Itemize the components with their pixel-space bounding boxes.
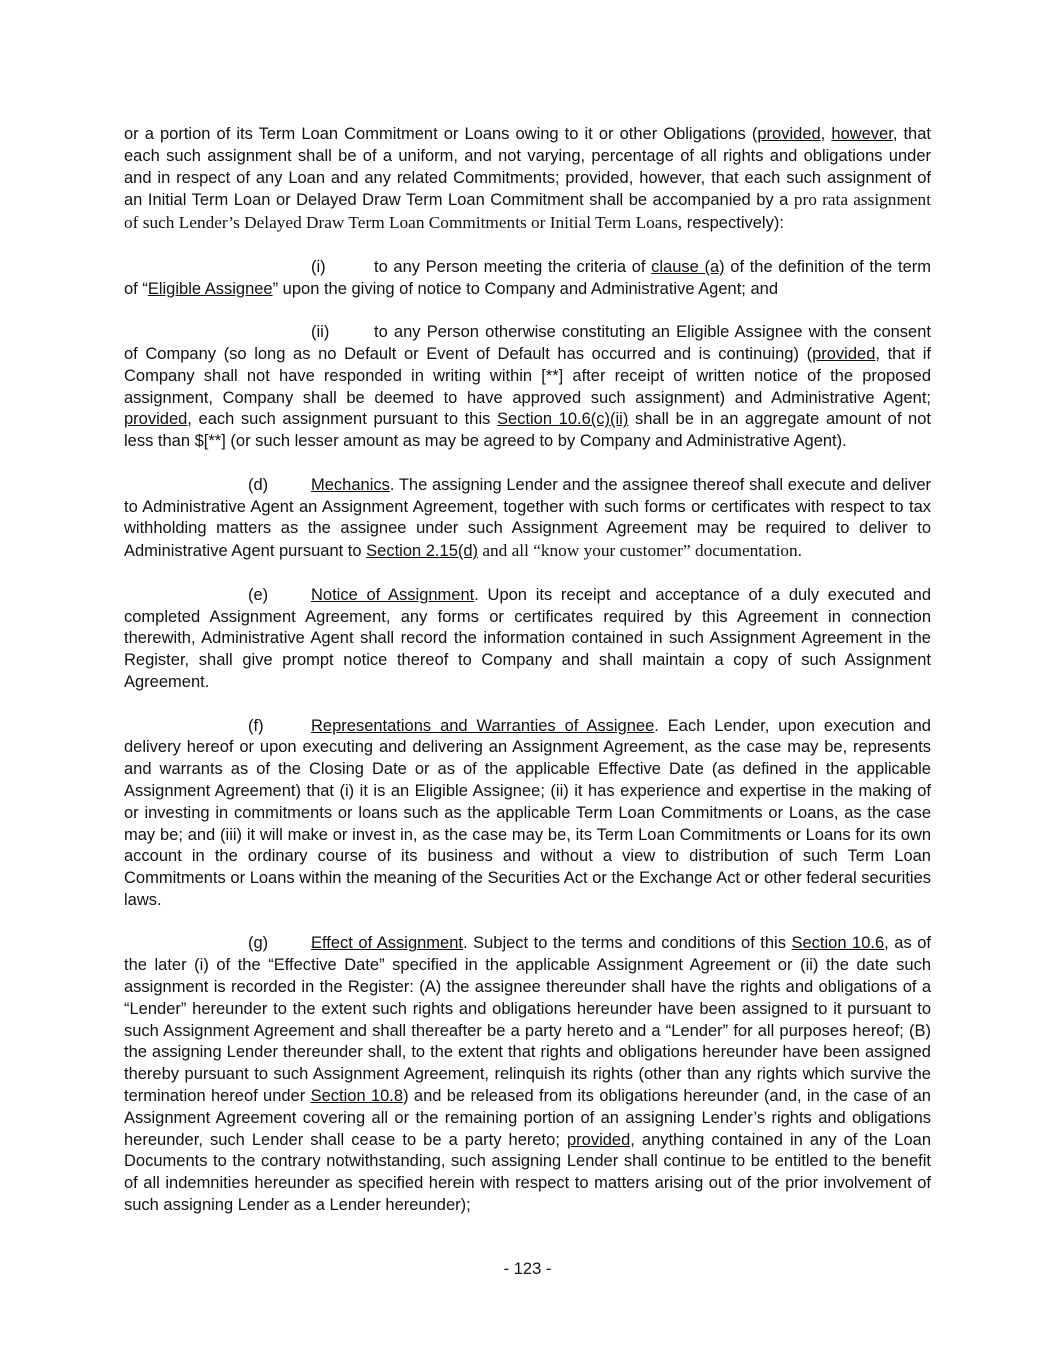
text: to any Person meeting the criteria of xyxy=(374,257,652,276)
text: shall be in an aggregate amount of not less than $[**] (or such lesser amount as may be agreed to by Company and Administrative Agent). xyxy=(124,410,931,451)
clause-label: (e) xyxy=(248,585,269,604)
defined-term: provided xyxy=(566,1130,631,1149)
text: , each such assignment pursuant to this xyxy=(187,410,497,429)
clause-label: (i) xyxy=(311,257,326,276)
text: respectively): xyxy=(682,214,784,233)
text: , as of the later (i) of the “Effective Date” specified in the applicable Assignment Agreement or (ii) the date such assignment is recorded in the Register: (A) the assignee thereunder shall have the rights and obligations of a “Lender” hereunder to the extent such rights and obligations hereunder have been assigned to it pursuant to such Assignment Agreement and shall thereafter be a party hereto and a “Lender” for all purposes hereof; (B) the assigning Lender thereunder shall, to the extent that rights and obligations hereunder have been assigned thereby pursuant to such Assignment Agreement, relinquish its rights (other than any rights which survive the termination hereof under xyxy=(124,934,931,1106)
defined-term: Eligible Assignee xyxy=(147,279,273,298)
text: . Each Lender, upon execution and delivery hereof or upon executing and delivering an Assignment Agreement, as the case may be, represents and warrants as of the Closing Date or as of the applicable Effective Date (as defined in the applicable Assignment Agreement) that (i) it is an Eligible Assignee; (ii) it has experience and expertise in the making of or investing in commitments or loans such as the applicable Term Loan Commitments or Loans, as the case may be; and (iii) it will make or invest in, as the case may be, its Term Loan Commitments or Loans for its own account in the ordinary course of its business and without a view to distribution of such Term Loan Commitments or Loans within the meaning of the Securities Act or the Exchange Act or other federal securities laws. xyxy=(124,716,931,909)
clause-i xyxy=(124,257,931,301)
clause-heading: Representations and Warranties of Assignee xyxy=(311,716,655,735)
clause-label: (g) xyxy=(248,934,269,953)
text: . Upon its receipt and acceptance of a duly executed and completed Assignment Agreement, any forms or certificates required by this Agreement in connection therewith, Administrative Agent shall record the information contained in such Assignment Agreement in the Register, shall give prompt notice thereof to Company and shall maintain a copy of such Assignment Agreement. xyxy=(124,585,931,691)
cross-reference: Section 2.15(d) xyxy=(366,542,479,561)
text: , xyxy=(820,125,832,143)
text-serif: and all “know your customer” documentation. xyxy=(478,541,802,561)
clause-heading: Notice of Assignment xyxy=(311,585,475,604)
paragraph-continuation xyxy=(124,124,931,235)
clause-label: (f) xyxy=(248,716,264,735)
text: to any Person otherwise constituting an Eligible Assignee with the consent of Company (so long as no Default or Event of Default has occurred and is continuing) ( xyxy=(124,323,931,363)
text: , that if Company shall not have responded in writing within [**] after receipt of written notice of the proposed assignment, Company shall be deemed to have approved such assignment) and Administrative Agent; xyxy=(124,344,931,407)
cross-reference: Section 10.6(c)(ii) xyxy=(497,410,629,429)
cross-reference: clause (a) xyxy=(651,257,725,276)
cross-reference: Section 10.6 xyxy=(791,934,885,953)
defined-term: provided xyxy=(757,125,821,143)
defined-term: provided xyxy=(812,344,876,363)
clause-heading: Effect of Assignment xyxy=(311,934,463,953)
text: . The assigning Lender and the assignee thereof shall execute and deliver to Administrative Agent an Assignment Agreement, together with such forms or certificates with respect to tax withholding matters as the assignee under such Assignment Agreement may be required to deliver to Administrative Agent pursuant to xyxy=(124,475,931,561)
clause-label: (ii) xyxy=(311,323,330,342)
text: . Subject to the terms and conditions of this xyxy=(462,934,792,953)
text-serif: pro rata assignment of such Lender’s Delayed Draw Term Loan Commitments or Initial Term Loans, xyxy=(124,190,931,233)
clause-e xyxy=(124,585,931,694)
clause-label: (d) xyxy=(248,475,269,494)
clause-heading: Mechanics xyxy=(311,475,390,494)
text: of the definition of the term of “ xyxy=(124,257,931,298)
clause-g xyxy=(124,933,931,1216)
defined-term: however xyxy=(831,125,893,143)
text: or a portion of its Term Loan Commitment or Loans owing to it or other Obligations ( xyxy=(124,125,758,143)
clause-d xyxy=(124,475,931,563)
text: , that each such assignment shall be of a uniform, and not varying, percentage of all rights and obligations under and in respect of any Loan and any related Commitments; provided, however, that each such assignment of an Initial Term Loan or Delayed Draw Term Loan Commitment shall be accompanied by a xyxy=(124,125,931,210)
text: , anything contained in any of the Loan Documents to the contrary notwithstanding, such assigning Lender shall continue to be entitled to the benefit of all indemnities hereunder as specified herein with respect to matters arising out of the prior involvement of such assigning Lender as a Lender hereunder); xyxy=(124,1130,932,1215)
clause-ii xyxy=(124,322,931,453)
document-body xyxy=(124,124,931,1239)
defined-term: provided xyxy=(124,410,188,429)
text: ” upon the giving of notice to Company and Administrative Agent; and xyxy=(272,279,778,298)
clause-f xyxy=(124,716,931,912)
cross-reference: Section 10.8 xyxy=(310,1087,404,1106)
page-number: - 123 - xyxy=(503,1260,552,1278)
text: ) and be released from its obligations hereunder (and, in the case of an Assignment Agreement covering all or the remaining portion of an assigning Lender’s rights and obligations hereunder, such Lender shall cease to be a party hereto; xyxy=(124,1087,931,1149)
